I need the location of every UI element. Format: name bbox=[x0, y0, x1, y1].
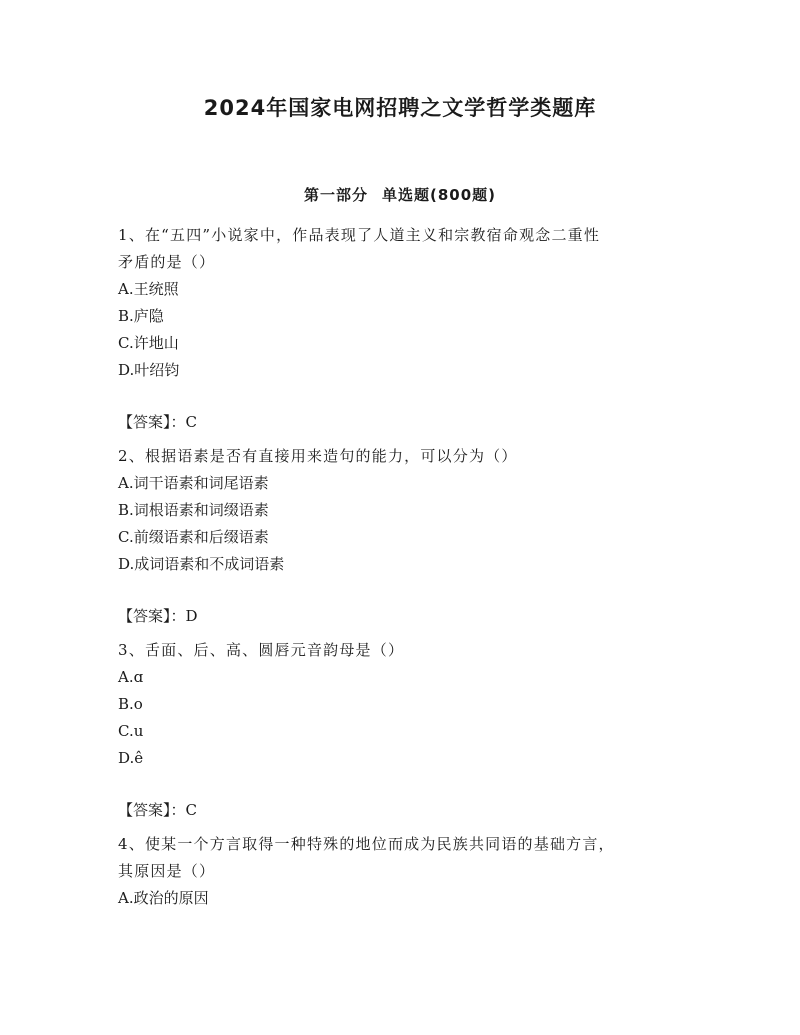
option-d: D.ê bbox=[118, 749, 144, 767]
question-stem-line: 矛盾的是（） bbox=[118, 253, 216, 271]
answer-label: 【答案】：D bbox=[118, 607, 198, 625]
section-heading bbox=[0, 184, 800, 205]
question-1 bbox=[118, 222, 688, 436]
answer-label: 【答案】：C bbox=[118, 413, 197, 431]
option-d: D.成词语素和不成词语素 bbox=[118, 555, 285, 573]
section-name: 第一部分 bbox=[303, 186, 368, 204]
option-b: B.词根语素和词缀语素 bbox=[118, 501, 269, 519]
document-title: 2024年国家电网招聘之文学哲学类题库 bbox=[203, 96, 597, 120]
option-d: D.叶绍钧 bbox=[118, 361, 180, 379]
section-subheading: 单选题(800题) bbox=[381, 186, 497, 204]
option-c: C.前缀语素和后缀语素 bbox=[118, 528, 269, 546]
question-stem-line: 3、舌面、后、高、圆唇元音韵母是（） bbox=[118, 641, 405, 659]
question-stem-line: 其原因是（） bbox=[118, 862, 216, 880]
question-stem-line: 2、根据语素是否有直接用来造句的能力，可以分为（） bbox=[118, 447, 518, 465]
option-a: A.ɑ bbox=[118, 668, 144, 686]
question-4 bbox=[118, 831, 688, 912]
option-a: A.政治的原因 bbox=[118, 889, 209, 907]
option-a: A.王统照 bbox=[118, 280, 179, 298]
option-a: A.词干语素和词尾语素 bbox=[118, 474, 269, 492]
question-list bbox=[118, 222, 688, 912]
answer-label: 【答案】：C bbox=[118, 801, 197, 819]
option-c: C.u bbox=[118, 722, 144, 740]
option-b: B.o bbox=[118, 695, 143, 713]
option-c: C.许地山 bbox=[118, 334, 179, 352]
question-3 bbox=[118, 637, 688, 824]
question-stem-line: 1、在“五四”小说家中，作品表现了人道主义和宗教宿命观念二重性 bbox=[118, 226, 601, 244]
question-stem-line: 4、使某一个方言取得一种特殊的地位而成为民族共同语的基础方言， bbox=[118, 835, 615, 853]
option-b: B.庐隐 bbox=[118, 307, 164, 325]
question-2 bbox=[118, 443, 688, 630]
